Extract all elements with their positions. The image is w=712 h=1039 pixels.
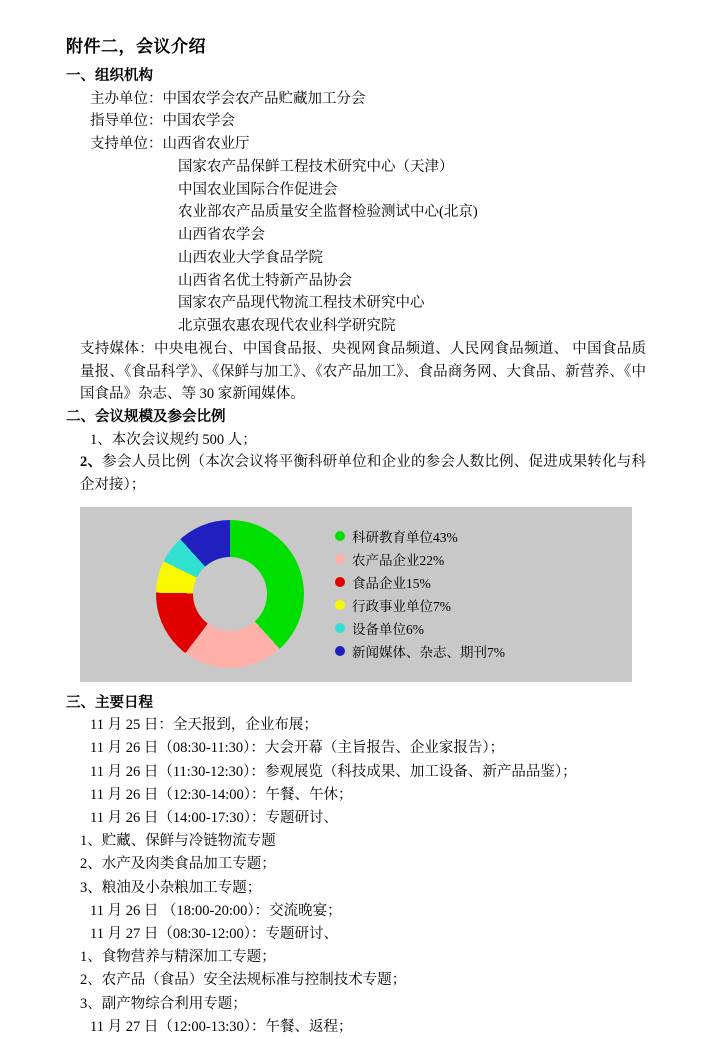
- scale-item-2: [80, 451, 646, 497]
- media-paragraph: 支持媒体：中央电视台、中国食品报、央视网食品频道、人民网食品频道、 中国食品质量报、《食品科学》、《保鲜与加工》、《农产品加工》、食品商务网、大食品、新营养、《中国食品》杂志、等 30 家新闻媒体。: [80, 340, 646, 403]
- schedule-item: 11 月 26 日 （18:00-20:00）：交流晚宴；: [90, 902, 342, 919]
- supporter-item: 国家农产品现代物流工程技术研究中心: [178, 295, 425, 312]
- legend-label: 设备单位6%: [352, 622, 424, 638]
- schedule-item: 11 月 27 日（08:30-12:00）：专题研讨、: [90, 925, 338, 942]
- schedule-subitem: 2、水产及肉类食品加工专题；: [80, 856, 276, 873]
- legend-label: 新闻媒体、杂志、期刊7%: [352, 645, 505, 661]
- supporter-item: 农业部农产品质量安全监督检验测试中心(北京): [178, 204, 478, 221]
- legend-swatch-icon: [335, 531, 345, 541]
- document-content: [66, 36, 646, 1039]
- schedule-subitem: 3、副产物综合利用专题；: [80, 995, 247, 1012]
- schedule-item: 11 月 26 日（11:30-12:30）：参观展览（科技成果、加工设备、新产品品鉴）；: [90, 763, 577, 780]
- legend-item: [335, 571, 505, 594]
- supporter-item: 国家农产品保鲜工程技术研究中心（天津）: [178, 158, 454, 175]
- donut-hole: [193, 557, 267, 631]
- schedule-item: 11 月 27 日（12:00-13:30）：午餐、返程；: [90, 1018, 353, 1035]
- legend-label: 科研教育单位43%: [352, 530, 458, 546]
- legend-swatch-icon: [335, 623, 345, 633]
- organizer-line: 主办单位：中国农学会农产品贮藏加工分会: [90, 90, 366, 107]
- donut-chart: [156, 520, 304, 668]
- legend-swatch-icon: [335, 577, 345, 587]
- legend-item: [335, 525, 505, 548]
- scale-item-2-text: 参会人员比例（本次会议将平衡科研单位和企业的参会人数比例、促进成果转化与科企对接）；: [80, 454, 647, 494]
- legend-label: 行政事业单位7%: [352, 599, 451, 615]
- schedule-item: 11 月 26 日（14:00-17:30）：专题研讨、: [90, 810, 338, 826]
- schedule-item: 11 月 26 日（12:30-14:00）：午餐、午休；: [90, 786, 353, 803]
- legend-swatch-icon: [335, 646, 345, 656]
- supporter-item: 北京强农惠农现代农业科学研究院: [178, 318, 396, 335]
- legend-item: [335, 548, 505, 571]
- schedule-subitem: 2、农产品（食品）安全法规标准与控制技术专题；: [80, 972, 407, 989]
- schedule-subitem: 1、贮藏、保鲜与冷链物流专题: [80, 833, 276, 850]
- legend-swatch-icon: [335, 600, 345, 610]
- section-heading-organization: 一、组织机构: [66, 68, 153, 85]
- legend-label: 食品企业15%: [352, 576, 431, 592]
- legend-item: [335, 617, 505, 640]
- section-heading-schedule: 三、主要日程: [66, 694, 153, 711]
- guidance-line: 指导单位：中国农学会: [90, 113, 235, 130]
- participant-ratio-chart: [80, 507, 632, 682]
- scale-item-2-number: 2、: [80, 454, 103, 471]
- schedule-item: 11 月 26 日（08:30-11:30）：大会开幕（主旨报告、企业家报告）；: [90, 740, 505, 757]
- support-line: 支持单位：山西省农业厅: [90, 136, 250, 153]
- schedule-item: 11 月 25 日：全天报到，企业布展；: [90, 717, 318, 734]
- legend-item: [335, 594, 505, 617]
- supporter-item: 中国农业国际合作促进会: [178, 181, 338, 198]
- section-heading-scale: 二、会议规模及参会比例: [66, 409, 226, 426]
- supporter-item: 山西农业大学食品学院: [178, 249, 323, 266]
- scale-item-1: 1、本次会议规约 500 人；: [90, 431, 257, 448]
- legend-item: [335, 640, 505, 663]
- schedule-subitem: 1、食物营养与精深加工专题；: [80, 949, 276, 966]
- legend-swatch-icon: [335, 554, 345, 564]
- chart-legend: [335, 525, 505, 663]
- schedule-subitem: 3、粮油及小杂粮加工专题；: [80, 879, 262, 896]
- legend-label: 农产品企业22%: [352, 553, 445, 569]
- supporter-item: 山西省农学会: [178, 227, 265, 244]
- supporter-item: 山西省名优土特新产品协会: [178, 272, 352, 289]
- page-title: 附件二，会议介绍: [66, 37, 206, 56]
